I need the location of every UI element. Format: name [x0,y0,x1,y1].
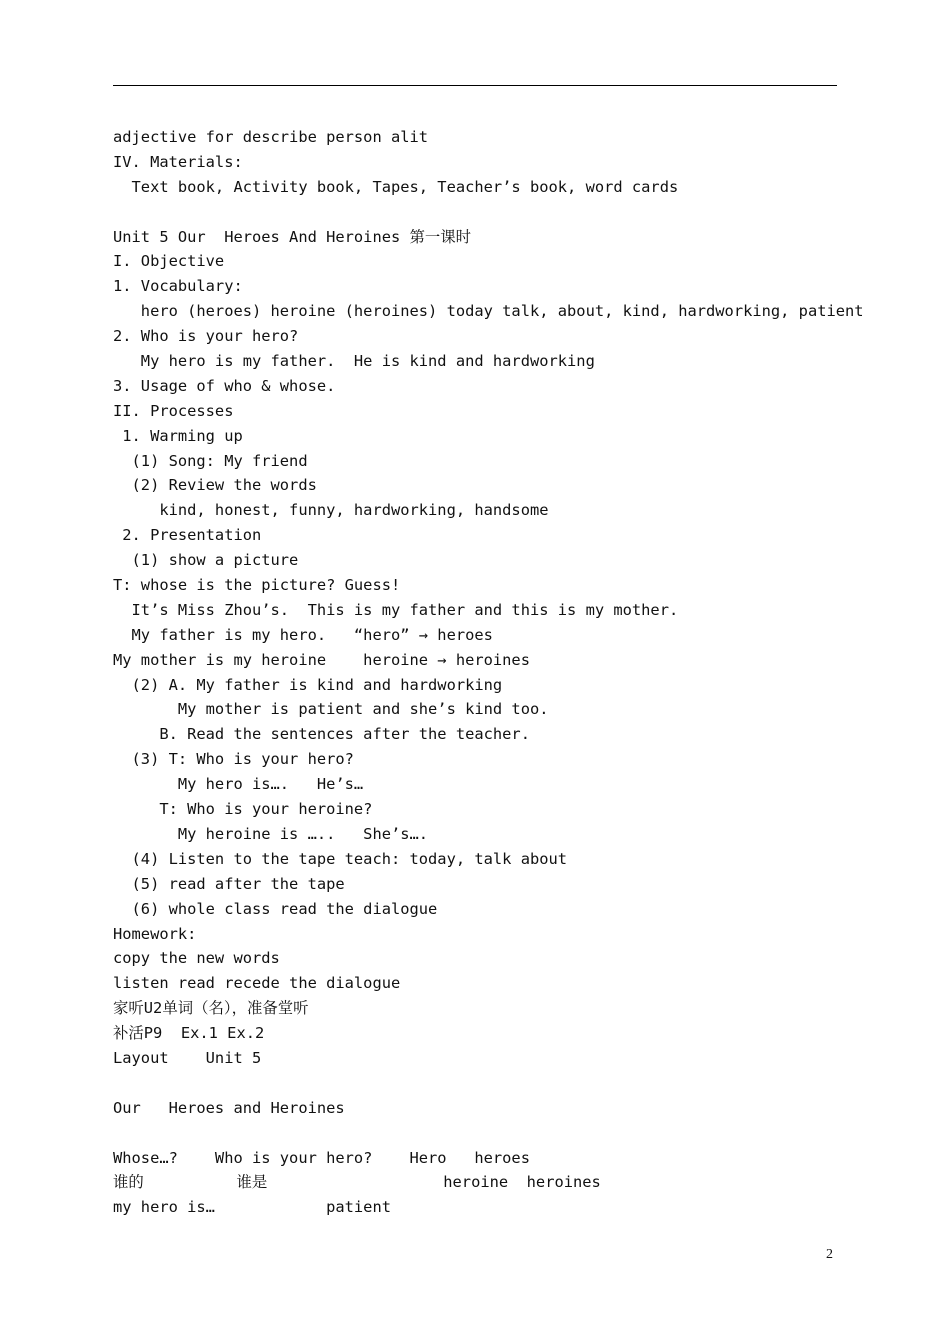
text-line: T: whose is the picture? Guess! [113,576,401,595]
text-line: My mother is patient and she’s kind too. [113,700,549,719]
text-line: (4) Listen to the tape teach: today, talk about [113,849,568,868]
text-line: Whose…? Who is your hero? Hero heroes [113,1148,530,1167]
text-line: II. Processes [113,401,234,420]
text-line [113,1073,853,1098]
text-line: kind, honest, funny, hardworking, handsome [113,501,549,520]
text-line: (1) Song: My friend [113,451,308,470]
page-number: 2 [826,1247,833,1262]
text-line: 2. Presentation [113,526,262,545]
text-line: My hero is…. He’s… [113,775,364,794]
text-line: My father is my hero. “hero” → heroes [113,625,493,644]
text-line: 3. Usage of who & whose. [113,376,336,395]
text-line: B. Read the sentences after the teacher. [113,725,530,744]
text-line: 谁的 谁是 heroine heroines [113,1173,601,1192]
text-line: 补活P9 Ex.1 Ex.2 [113,1024,265,1043]
text-line: (1) show a picture [113,551,299,570]
text-line: I. Objective [113,252,225,271]
text-line: My heroine is ….. She’s…. [113,824,429,843]
text-line [113,1123,853,1148]
text-line: Unit 5 Our Heroes And Heroines 第一课时 [113,227,472,246]
text-line: It’s Miss Zhou’s. This is my father and this is my mother. [113,600,679,619]
text-line: Homework: [113,924,197,943]
text-line: adjective for describe person alit [113,128,429,146]
text-line: (6) whole class read the dialogue [113,899,438,918]
text-line: (5) read after the tape [113,874,345,893]
text-line: my hero is… patient [113,1198,391,1217]
text-line: My mother is my heroine heroine → heroines [113,650,530,669]
document-body [113,127,864,1222]
text-line: hero (heroes) heroine (heroines) today talk, about, kind, hardworking, patient [113,302,864,321]
text-line: Text book, Activity book, Tapes, Teacher’s book, word cards [113,177,679,196]
text-line: 1. Warming up [113,426,243,445]
text-line: (2) Review the words [113,476,317,495]
text-line: listen read recede the dialogue [113,974,401,993]
text-line: T: Who is your heroine? [113,800,373,819]
text-line: copy the new words [113,949,280,968]
text-line: 1. Vocabulary: [113,277,243,296]
header-rule [113,85,837,86]
text-line: 2. Who is your hero? [113,327,299,346]
text-line: My hero is my father. He is kind and hardworking [113,352,595,371]
text-line: 家听U2单词（名），准备堂听 [113,999,309,1018]
text-line [113,202,853,227]
text-line: Our Heroes and Heroines [113,1098,345,1117]
text-line: Layout Unit 5 [113,1048,262,1067]
text-line: (3) T: Who is your hero? [113,750,354,769]
text-line: IV. Materials: [113,152,243,171]
text-line: (2) A. My father is kind and hardworking [113,675,503,694]
